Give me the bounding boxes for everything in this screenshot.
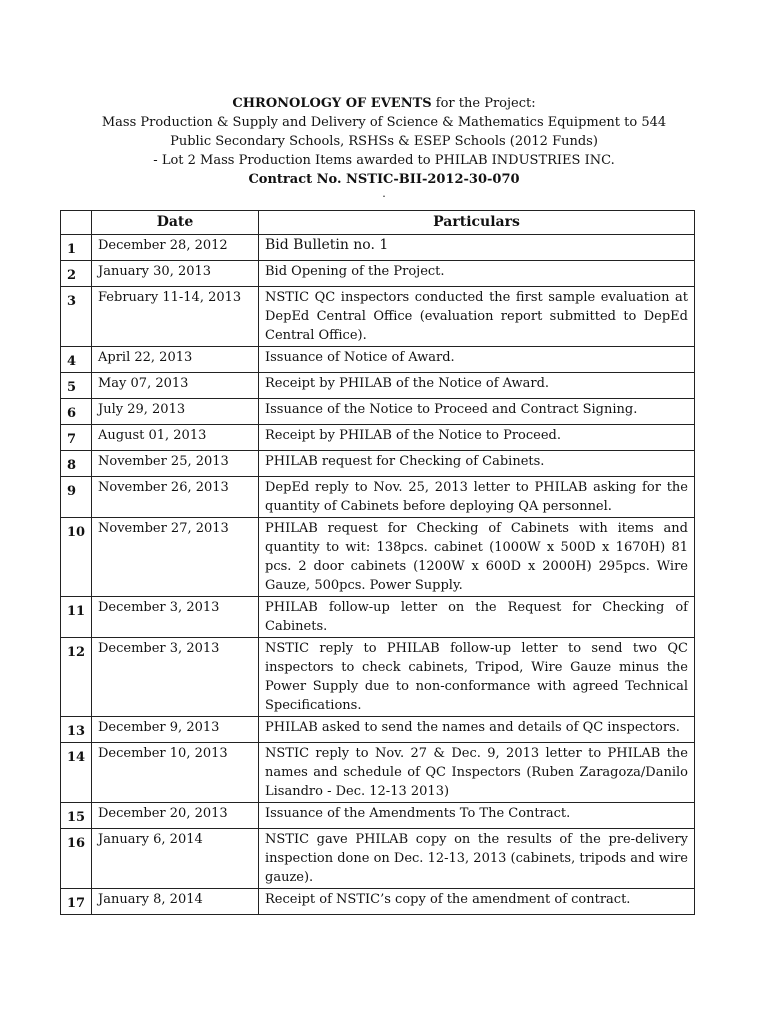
row-date: August 01, 2013 [92,425,259,451]
table-header-row [61,211,695,235]
row-date: December 9, 2013 [92,717,259,743]
table-row [61,717,695,743]
row-date: December 3, 2013 [92,597,259,638]
row-particulars: PHILAB request for Checking of Cabinets. [259,451,695,477]
row-date: January 6, 2014 [92,829,259,889]
table-row [61,889,695,915]
row-number: 7 [61,425,92,451]
row-number: 8 [61,451,92,477]
document-title: CHRONOLOGY OF EVENTS [232,96,432,111]
row-particulars: NSTIC reply to PHILAB follow-up letter to send two QC inspectors to check cabinets, Tripod, Wire Gauze minus the Power Supply due to non-conformance with agreed Technical Specifications. [259,638,695,717]
row-number: 6 [61,399,92,425]
table-row [61,425,695,451]
chronology-table [60,210,695,915]
stray-dot: . [382,187,386,200]
row-number: 3 [61,287,92,347]
row-number: 10 [61,518,92,597]
document-header [60,94,708,201]
row-number: 1 [61,235,92,261]
row-date: November 27, 2013 [92,518,259,597]
table-row [61,803,695,829]
row-particulars: Issuance of Notice of Award. [259,347,695,373]
table-row [61,597,695,638]
particulars-column-header: Particulars [259,211,695,235]
row-particulars: NSTIC gave PHILAB copy on the results of the pre-delivery inspection done on Dec. 12-13, 2013 (cabinets, tripods and wire gauze). [259,829,695,889]
project-line-2: Public Secondary Schools, RSHSs & ESEP Schools (2012 Funds) [170,134,598,149]
row-particulars: Receipt by PHILAB of the Notice of Award. [259,373,695,399]
row-particulars: PHILAB follow-up letter on the Request for Checking of Cabinets. [259,597,695,638]
table-row [61,518,695,597]
row-particulars: DepEd reply to Nov. 25, 2013 letter to PHILAB asking for the quantity of Cabinets before deploying QA personnel. [259,477,695,518]
row-date: May 07, 2013 [92,373,259,399]
title-suffix: for the Project: [431,96,536,111]
row-date: April 22, 2013 [92,347,259,373]
title-line [60,94,708,113]
row-date: February 11-14, 2013 [92,287,259,347]
row-number: 11 [61,597,92,638]
project-line-1: Mass Production & Supply and Delivery of Science & Mathematics Equipment to 544 [101,115,667,130]
table-row [61,235,695,261]
row-number: 5 [61,373,92,399]
row-date: January 30, 2013 [92,261,259,287]
table-row [61,347,695,373]
row-particulars: Receipt of NSTIC’s copy of the amendment of contract. [259,889,695,915]
contract-number: Contract No. NSTIC-BII-2012-30-070 [248,172,520,187]
row-number: 17 [61,889,92,915]
row-number: 16 [61,829,92,889]
table-row [61,373,695,399]
table-row [61,399,695,425]
row-number: 14 [61,743,92,803]
row-number: 13 [61,717,92,743]
row-particulars: Issuance of the Amendments To The Contract. [259,803,695,829]
row-number: 15 [61,803,92,829]
date-column-header: Date [92,211,259,235]
row-particulars: Bid Bulletin no. 1 [259,235,695,261]
row-date: July 29, 2013 [92,399,259,425]
row-particulars: PHILAB asked to send the names and details of QC inspectors. [259,717,695,743]
table-row [61,477,695,518]
table-row [61,743,695,803]
row-number: 2 [61,261,92,287]
row-number: 9 [61,477,92,518]
row-date: December 28, 2012 [92,235,259,261]
table-row [61,287,695,347]
table-row [61,451,695,477]
row-date: December 3, 2013 [92,638,259,717]
row-particulars: NSTIC reply to Nov. 27 & Dec. 9, 2013 letter to PHILAB the names and schedule of QC Inspectors (Ruben Zaragoza/Danilo Lisandro - Dec. 12-13 2013) [259,743,695,803]
row-date: November 26, 2013 [92,477,259,518]
row-number: 4 [61,347,92,373]
row-particulars: Issuance of the Notice to Proceed and Contract Signing. [259,399,695,425]
row-particulars: PHILAB request for Checking of Cabinets with items and quantity to wit: 138pcs. cabinet (1000W x 500D x 1670H) 81 pcs. 2 door cabinets (1200W x 600D x 2000H) 295pcs. Wire Gauze, 500pcs. Power Supply. [259,518,695,597]
table-row [61,829,695,889]
table-row [61,638,695,717]
row-particulars: NSTIC QC inspectors conducted the first sample evaluation at DepEd Central Office (evaluation report submitted to DepEd Central Office). [259,287,695,347]
row-number: 12 [61,638,92,717]
row-date: November 25, 2013 [92,451,259,477]
row-date: December 10, 2013 [92,743,259,803]
row-date: January 8, 2014 [92,889,259,915]
table-row [61,261,695,287]
project-line-3: - Lot 2 Mass Production Items awarded to PHILAB INDUSTRIES INC. [153,153,615,168]
row-particulars: Receipt by PHILAB of the Notice to Proceed. [259,425,695,451]
row-date: December 20, 2013 [92,803,259,829]
number-column-header [61,211,92,235]
row-particulars: Bid Opening of the Project. [259,261,695,287]
